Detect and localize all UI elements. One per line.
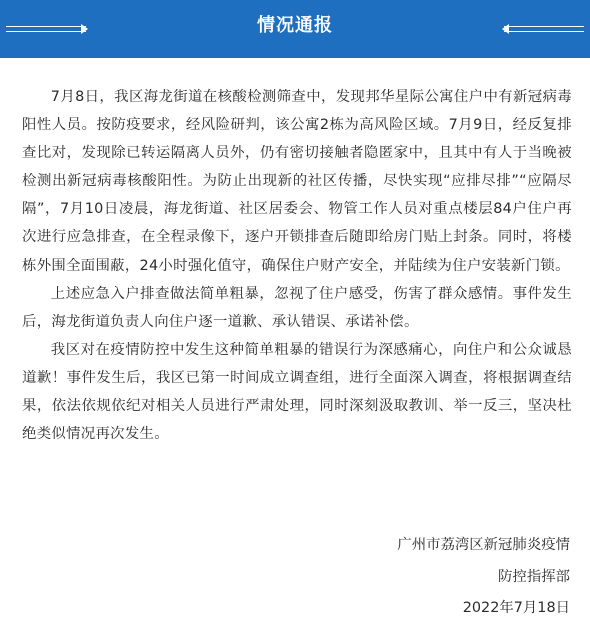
header-banner <box>0 0 590 58</box>
page-title: 情况通报 <box>257 15 333 36</box>
notice-body <box>22 83 572 448</box>
paragraph-2: 上述应急入户排查做法简单粗暴，忽视了住户感受，伤害了群众感情。事件发生后，海龙街道负责人向住户逐一道歉、承认错误、承诺补偿。 <box>22 285 572 330</box>
paragraph-1: 7月8日，我区海龙街道在核酸检测筛查中，发现邦华星际公寓住户中有新冠病毒阳性人员。按防疫要求，经风险研判，该公寓2栋为高风险区域。7月9日，经反复排查比对，发现除已转运隔离人员外，仍有密切接触者隐匿家中，且其中有人于当晚被检测出新冠病毒核酸阳性。为防止出现新的社区传播，尽快实现“应排尽排”“应隔尽隔”，7月10日凌晨，海龙街道、社区居委会、物管工作人员对重点楼层84户住户再次进行应急排查，在全程录像下，逐户开锁排查后随即给房门贴上封条。同时，将楼栋外围全面围蔽，24小时强化值守，确保住户财产安全，并陆续为住户安装新门锁。 <box>22 89 572 274</box>
right-decoration <box>504 22 584 38</box>
paragraph-3: 我区对在疫情防控中发生这种简单粗暴的错误行为深感痛心，向住户和公众诚恳道歉！事件发生后，我区已第一时间成立调查组，进行全面深入调查，将根据调查结果，依法依规依纪对相关人员进行严肃处理，同时深刻汲取教训、举一反三，坚决杜绝类似情况再次发生。 <box>22 341 572 443</box>
signature-org-line1: 广州市荔湾区新冠肺炎疫情 <box>397 537 570 553</box>
signature-org-line2: 防控指挥部 <box>498 569 570 585</box>
signature-date: 2022年7月18日 <box>462 600 570 616</box>
